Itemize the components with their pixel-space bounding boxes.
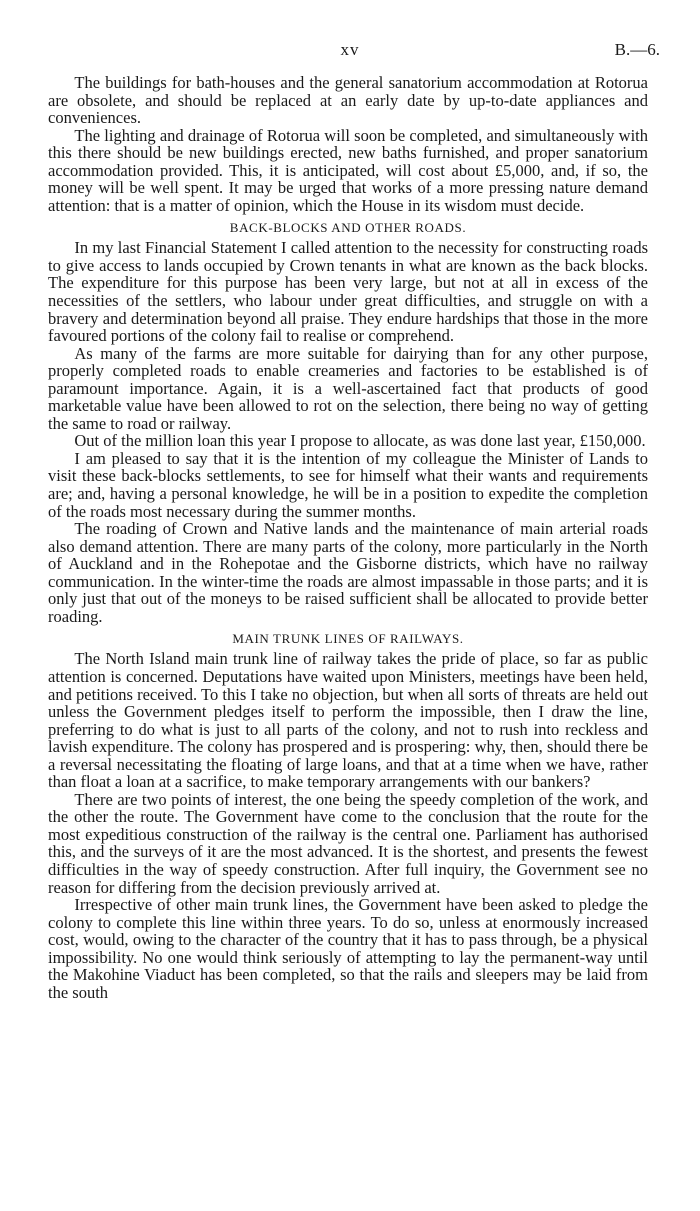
section-back-blocks-roads [48,220,648,625]
section-main-trunk-railways [48,631,648,1001]
page-header [0,40,700,64]
section-rotorua [48,74,648,214]
paragraph: The buildings for bath-houses and the general sanatorium accommodation at Rotorua are obsolete, and should be replaced at an early date by up-to-date appliances and conveniences. [48,73,648,128]
section-heading: MAIN TRUNK LINES OF RAILWAYS. [232,631,464,647]
paragraph: In my last Financial Statement I called attention to the necessity for constructing roads to give access to lands occupied by Crown tenants in what are known as the back blocks. The expenditure for this purpose has been very large, but not at all in excess of the necessities of the settlers, who labour under great difficulties, and struggle on with a bravery and determination beyond all praise. They endure hardships that those in the more favoured portions of the colony fail to realise or comprehend. [48,238,648,346]
paragraph: As many of the farms are more suitable for dairying than for any other purpose, properly completed roads to enable creameries and factories to be established is of paramount importance. Again, it is a well-ascertained fact that products of good marketable value have been allowed to rot on the selection, there being no way of getting the same to road or railway. [48,343,648,433]
paragraph: There are two points of interest, the one being the speedy completion of the work, and the other the route. The Government have come to the conclusion that the route for the most expeditious construction of the railway is the central one. Parliament has authorised this, and the surveys of it are the most advanced. It is the shortest, and presents the fewest difficulties in the way of speedy construction. After full inquiry, the Government see no reason for differing from the decision previously arrived at. [48,789,648,897]
paragraph: The roading of Crown and Native lands and the maintenance of main arterial roads also demand attention. There are many parts of the colony, more particularly in the North of Auckland and in the Rohepotae and the Gisborne districts, which have no railway communication. In the winter-time the roads are almost impassable in those parts; and it is only just that out of the moneys to be raised sufficient shall be allocated to provide better roading. [48,519,648,626]
paragraph: I am pleased to say that it is the intention of my colleague the Minister of Lands to visit these back-blocks settlements, to see for himself what their wants and requirements are; and, having a personal knowledge, he will be in a position to expedite the completion of the roads most necessary during the summer months. [48,448,648,521]
paragraph: Irrespective of other main trunk lines, the Government have been asked to pledge the colony to complete this line within three years. To do so, unless at enormously increased cost, would, owing to the character of the country that it has to pass through, be a physical impossibility. No one would think seriously of attempting to lay the permanent-way until the Makohine Viaduct has been completed, so that the rails and sleepers may be laid from the south [48,895,648,1002]
paragraph: The lighting and drainage of Rotorua will soon be completed, and simultaneously with this there should be new buildings erected, new baths furnished, and proper sanatorium accommodation provided. This, it is anticipated, will cost about £5,000, and, if so, the money will be well spent. It may be urged that works of a more pressing nature demand attention: that is a matter of opinion, which the House in its wisdom must decide. [48,125,648,215]
page-number: xv [340,40,360,59]
document-reference: B.—6. [614,40,660,59]
paragraph: The North Island main trunk line of railway takes the pride of place, so far as public attention is concerned. Deputations have waited upon Ministers, meetings have been held, and petitions received. To this I take no objection, but when all sorts of threats are held out unless the Government pledges itself to perform the impossible, then I draw the line, preferring to do what is just to all parts of the colony, and not to rush into reckless and lavish expenditure. The colony has prospered and is prospering: why, then, should there be a reversal necessitating the floating of large loans, and that at a time when we have, rather than float a loan at a sacrifice, to make temporary arrangements with our bankers? [48,649,648,792]
section-heading: BACK-BLOCKS AND OTHER ROADS. [229,220,467,236]
body-text [48,74,648,1001]
paragraph: Out of the million loan this year I propose to allocate, as was done last year, £150,000. [74,431,646,451]
